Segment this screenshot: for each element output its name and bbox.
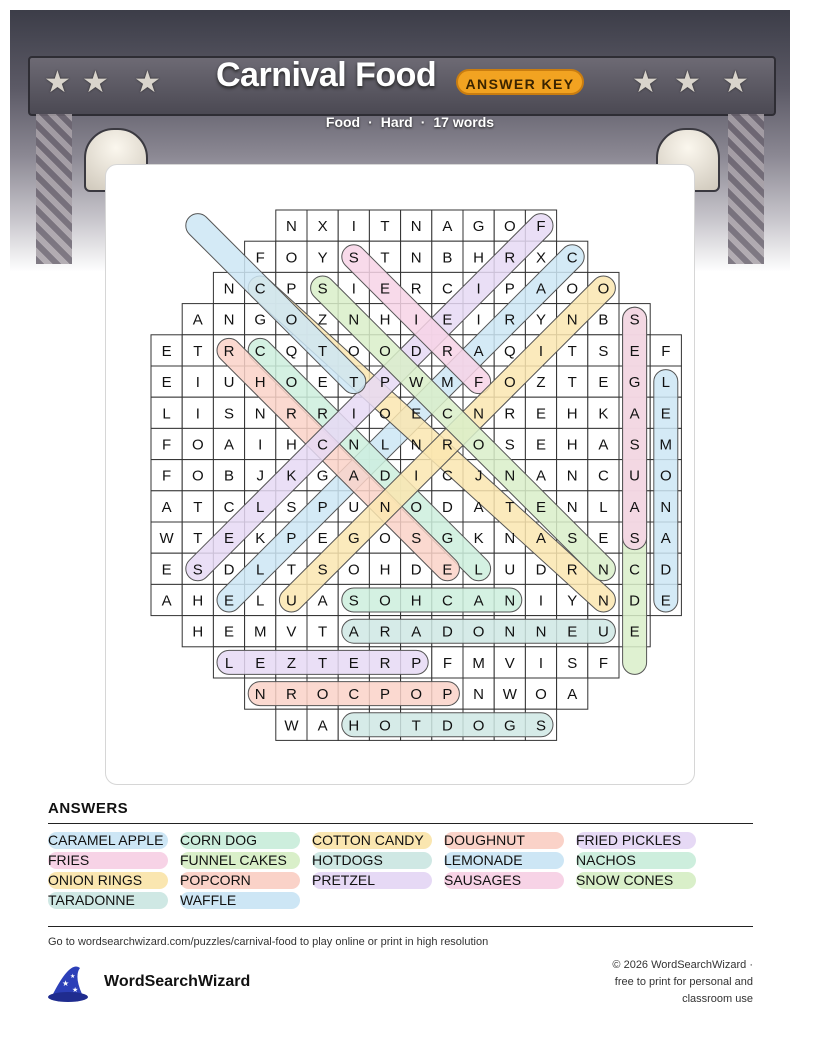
grid-letter: S	[348, 249, 359, 267]
grid-letter: I	[414, 467, 419, 485]
grid-letter: F	[442, 654, 452, 672]
grid-letter: O	[597, 280, 610, 298]
grid-letter: D	[535, 561, 547, 579]
grid-letter: T	[380, 218, 390, 236]
grid-letter: L	[661, 374, 670, 392]
grid-letter: A	[161, 498, 172, 516]
grid-letter: P	[379, 374, 391, 392]
answer-item: CORN DOG	[180, 832, 300, 849]
grid-letter: L	[256, 498, 265, 516]
grid-letter: N	[473, 686, 485, 704]
meta-separator: ·	[368, 114, 373, 130]
grid-letter: G	[254, 311, 267, 329]
grid-letter: H	[285, 436, 297, 454]
grid-letter: C	[441, 280, 453, 298]
grid-letter: O	[503, 218, 516, 236]
grid-letter: F	[598, 654, 608, 672]
grid-letter: O	[316, 686, 329, 704]
word-highlight	[342, 588, 522, 612]
svg-text:★: ★	[62, 979, 70, 988]
grid-letter: G	[628, 374, 641, 392]
grid-letter: C	[348, 686, 360, 704]
grid-letter: L	[162, 405, 171, 423]
grid-letter: C	[629, 561, 641, 579]
grid-letter: A	[535, 467, 547, 485]
grid-letter: R	[410, 280, 422, 298]
star-icon: ★	[82, 66, 109, 99]
grid-letter: C	[223, 498, 235, 516]
grid-letter: N	[597, 592, 609, 610]
grid-letter: H	[379, 561, 391, 579]
grid-letter: L	[474, 561, 483, 579]
grid-letter: U	[285, 592, 297, 610]
grid-letter: Z	[286, 654, 296, 672]
grid-letter: F	[162, 436, 172, 454]
grid-letter: E	[535, 498, 547, 516]
divider	[48, 823, 753, 824]
grid-letter: F	[255, 249, 265, 267]
grid-letter: S	[411, 530, 422, 548]
striped-pillar	[36, 114, 72, 264]
grid-letter: O	[379, 717, 391, 735]
answer-item: COTTON CANDY	[312, 832, 432, 849]
grid-letter: D	[223, 561, 235, 579]
grid-letter: S	[535, 717, 547, 735]
grid-letter: A	[411, 623, 422, 641]
grid-letter: E	[317, 530, 328, 548]
grid-letter: E	[223, 592, 235, 610]
grid-letter: P	[411, 654, 422, 672]
grid-letter: O	[472, 623, 485, 641]
grid-letter: J	[256, 467, 264, 485]
grid-letter: D	[441, 623, 453, 641]
grid-letter: N	[223, 280, 235, 298]
grid-letter: N	[504, 467, 516, 485]
grid-letter: Y	[317, 249, 328, 267]
grid-letter: M	[441, 374, 454, 392]
grid-letter: M	[472, 654, 485, 672]
grid-letter: N	[566, 498, 578, 516]
grid-letter: L	[224, 654, 234, 672]
grid-letter: E	[535, 436, 547, 454]
grid-letter: C	[441, 405, 453, 423]
page-title: Carnival Food	[216, 56, 437, 94]
grid-letter: A	[348, 467, 359, 485]
grid-letter: C	[441, 467, 453, 485]
grid-letter: S	[317, 561, 328, 579]
grid-letter: Y	[567, 592, 578, 610]
grid-letter: W	[284, 717, 299, 735]
grid-letter: S	[192, 561, 203, 579]
grid-letter: O	[347, 342, 360, 360]
grid-letter: D	[379, 467, 391, 485]
grid-letter: H	[254, 374, 266, 392]
answer-item: LEMONADE	[444, 852, 564, 869]
answer-item: NACHOS	[576, 852, 696, 869]
grid-letter: A	[473, 342, 484, 360]
difficulty-label: Hard	[380, 114, 413, 130]
answer-item: HOTDOGS	[312, 852, 432, 869]
wizard-hat-icon	[46, 964, 94, 1004]
answer-item: DOUGHNUT	[444, 832, 564, 849]
grid-letter: S	[286, 498, 297, 516]
grid-letter: R	[441, 342, 453, 360]
grid-letter: K	[473, 530, 484, 548]
grid-letter: C	[566, 249, 578, 267]
grid-letter: T	[380, 249, 390, 267]
grid-letter: E	[255, 654, 266, 672]
grid-letter: N	[254, 405, 266, 423]
grid-letter: W	[409, 374, 424, 392]
grid-letter: E	[535, 405, 547, 423]
grid-letter: Y	[535, 311, 547, 329]
grid-letter: A	[629, 405, 640, 423]
grid-letter: E	[598, 374, 609, 392]
grid-letter: I	[538, 342, 544, 360]
grid-letter: G	[316, 467, 329, 485]
grid-letter: A	[473, 498, 484, 516]
grid-letter: E	[223, 623, 235, 641]
grid-letter: I	[258, 436, 263, 454]
star-icon: ★	[674, 66, 701, 99]
grid-letter: R	[504, 405, 516, 423]
copyright-line: classroom use	[682, 993, 753, 1005]
grid-letter: O	[379, 592, 391, 610]
grid-letter: P	[317, 498, 328, 516]
grid-letter: C	[597, 467, 609, 485]
grid-letter: O	[535, 686, 547, 704]
grid-letter: X	[317, 218, 328, 236]
grid-letter: Z	[536, 374, 546, 392]
answer-item: PRETZEL	[312, 872, 432, 889]
grid-letter: W	[502, 686, 517, 704]
grid-letter: U	[597, 623, 609, 641]
grid-letter: Q	[285, 342, 298, 360]
grid-letter: O	[285, 249, 298, 267]
grid-letter: E	[629, 342, 640, 360]
grid-letter: D	[660, 561, 672, 579]
star-icon: ★	[134, 66, 161, 99]
grid-letter: H	[348, 717, 360, 735]
grid-letter: N	[410, 436, 422, 454]
grid-letter: U	[629, 467, 641, 485]
grid-letter: L	[256, 561, 265, 579]
grid-letter: A	[473, 592, 484, 610]
grid-letter: I	[195, 374, 200, 392]
grid-letter: D	[441, 717, 453, 735]
grid-letter: L	[256, 592, 265, 610]
grid-letter: R	[379, 654, 391, 672]
grid-letter: O	[347, 561, 360, 579]
grid-letter: T	[505, 498, 515, 516]
grid-letter: A	[567, 686, 578, 704]
grid-letter: T	[567, 342, 577, 360]
grid-letter: T	[286, 561, 296, 579]
grid-letter: E	[442, 311, 453, 329]
grid-letter: E	[629, 623, 640, 641]
word-search-grid	[106, 165, 696, 786]
grid-letter: S	[567, 654, 578, 672]
grid-letter: O	[379, 342, 391, 360]
grid-letter: H	[379, 311, 391, 329]
grid-letter: E	[598, 530, 609, 548]
grid-letter: D	[410, 342, 422, 360]
grid-letter: N	[566, 311, 578, 329]
grid-letter: T	[349, 374, 359, 392]
grid-letter: R	[285, 686, 297, 704]
grid-letter: S	[629, 530, 640, 548]
grid-letter: R	[441, 436, 453, 454]
grid-letter: M	[659, 436, 673, 454]
answer-item: TARADONNE	[48, 892, 168, 909]
grid-letter: H	[410, 592, 422, 610]
puzzle-card	[105, 164, 695, 785]
answer-item: FRIED PICKLES	[576, 832, 696, 849]
grid-letter: A	[192, 311, 203, 329]
grid-letter: I	[476, 280, 481, 298]
grid-letter: G	[503, 717, 516, 735]
grid-letter: T	[411, 717, 421, 735]
grid-letter: S	[567, 530, 578, 548]
grid-letter: A	[442, 218, 453, 236]
brand-name: WordSearchWizard	[104, 973, 251, 990]
category-label: Food	[325, 114, 361, 130]
grid-letter: N	[223, 311, 235, 329]
grid-letter: S	[348, 592, 359, 610]
grid-letter: P	[286, 530, 297, 548]
answer-item: POPCORN	[180, 872, 300, 889]
grid-letter: T	[318, 342, 328, 360]
grid-letter: A	[629, 498, 640, 516]
answer-key-badge: ANSWER KEY	[456, 69, 584, 95]
grid-letter: F	[162, 467, 172, 485]
answers-heading: ANSWERS	[48, 800, 129, 817]
grid-letter: C	[317, 436, 329, 454]
grid-letter: O	[410, 686, 423, 704]
grid-letter: O	[566, 280, 579, 298]
grid-letter: S	[223, 405, 235, 423]
grid-letter: Q	[503, 342, 516, 360]
answer-item: FUNNEL CAKES	[180, 852, 300, 869]
grid-letter: K	[598, 405, 609, 423]
grid-letter: O	[410, 498, 423, 516]
grid-letter: E	[660, 405, 671, 423]
grid-letter: I	[476, 311, 481, 329]
grid-letter: N	[379, 498, 391, 516]
grid-letter: H	[192, 623, 204, 641]
grid-letter: N	[535, 623, 547, 641]
grid-letter: O	[503, 374, 516, 392]
grid-letter: D	[410, 561, 422, 579]
grid-letter: N	[348, 436, 360, 454]
grid-letter: B	[442, 249, 453, 267]
grid-letter: V	[286, 623, 297, 641]
grid-letter: R	[379, 623, 391, 641]
grid-letter: R	[285, 405, 297, 423]
grid-letter: T	[193, 498, 203, 516]
grid-letter: H	[192, 592, 204, 610]
grid-letter: A	[535, 280, 547, 298]
grid-letter: L	[599, 498, 608, 516]
grid-letter: E	[161, 561, 172, 579]
grid-letter: I	[351, 218, 356, 236]
grid-letter: L	[380, 436, 390, 454]
answer-item: WAFFLE	[180, 892, 300, 909]
grid-letter: I	[195, 405, 200, 423]
grid-letter: E	[348, 654, 359, 672]
grid-letter: O	[191, 436, 204, 454]
grid-letter: T	[318, 654, 328, 672]
grid-letter: F	[661, 342, 671, 360]
star-icon: ★	[632, 66, 659, 99]
grid-letter: V	[504, 654, 515, 672]
copyright-line: free to print for personal and	[614, 976, 753, 988]
grid-letter: R	[566, 561, 578, 579]
answer-item: ONION RINGS	[48, 872, 168, 889]
grid-letter: E	[161, 342, 172, 360]
grid-letter: G	[472, 218, 485, 236]
grid-letter: A	[223, 436, 235, 454]
grid-letter: A	[660, 530, 671, 548]
grid-letter: N	[348, 311, 360, 329]
grid-letter: K	[255, 530, 266, 548]
grid-letter: N	[285, 218, 297, 236]
grid-letter: A	[161, 592, 172, 610]
grid-letter: S	[317, 280, 328, 298]
grid-letter: A	[317, 592, 328, 610]
grid-letter: P	[504, 280, 515, 298]
grid-letter: O	[379, 405, 391, 423]
grid-letter: N	[504, 592, 516, 610]
grid-letter: T	[567, 374, 577, 392]
answer-item: SAUSAGES	[444, 872, 564, 889]
grid-letter: N	[504, 530, 516, 548]
grid-letter: S	[504, 436, 515, 454]
grid-letter: A	[348, 623, 359, 641]
answer-item: SNOW CONES	[576, 872, 696, 889]
grid-letter: R	[504, 249, 516, 267]
grid-letter: N	[566, 467, 578, 485]
grid-letter: R	[317, 405, 329, 423]
grid-letter: P	[379, 686, 391, 704]
grid-letter: P	[442, 686, 453, 704]
grid-letter: H	[473, 249, 485, 267]
divider	[48, 926, 753, 927]
grid-letter: I	[538, 592, 544, 610]
grid-letter: N	[504, 623, 516, 641]
grid-letter: G	[441, 530, 454, 548]
grid-letter: A	[535, 530, 547, 548]
grid-letter: D	[441, 498, 453, 516]
grid-letter: T	[193, 530, 203, 548]
grid-letter: A	[317, 717, 328, 735]
grid-letter: N	[597, 561, 609, 579]
grid-letter: T	[318, 623, 328, 641]
grid-letter: D	[629, 592, 641, 610]
answer-item: CARAMEL APPLE	[48, 832, 168, 849]
grid-letter: O	[659, 467, 672, 485]
grid-letter: O	[285, 374, 298, 392]
copyright-line: © 2026 WordSearchWizard ·	[612, 959, 753, 971]
grid-letter: O	[379, 530, 391, 548]
copyright-text	[553, 957, 753, 1008]
grid-letter: U	[504, 561, 516, 579]
grid-letter: N	[660, 498, 672, 516]
grid-letter: C	[254, 280, 266, 298]
puzzle-meta	[10, 114, 790, 130]
grid-letter: E	[379, 280, 391, 298]
grid-letter: F	[474, 374, 484, 392]
grid-letter: C	[441, 592, 453, 610]
grid-letter: W	[159, 530, 174, 548]
grid-letter: S	[629, 311, 640, 329]
star-icon: ★	[44, 66, 71, 99]
grid-letter: Z	[318, 311, 328, 329]
grid-letter: N	[473, 405, 485, 423]
grid-letter: E	[161, 374, 172, 392]
grid-letter: P	[286, 280, 297, 298]
answer-item: FRIES	[48, 852, 168, 869]
grid-letter: C	[254, 342, 266, 360]
footer-url-text: Go to wordsearchwizard.com/puzzles/carnival-food to play online or print in high resolution	[48, 936, 489, 948]
grid-letter: E	[567, 623, 578, 641]
svg-text:★: ★	[70, 974, 76, 980]
star-icon: ★	[722, 66, 749, 99]
grid-letter: S	[629, 436, 640, 454]
grid-letter: U	[348, 498, 360, 516]
grid-letter: H	[566, 436, 578, 454]
grid-letter: E	[317, 374, 328, 392]
grid-letter: N	[254, 686, 266, 704]
grid-letter: N	[410, 218, 422, 236]
word-count-label: 17 words	[433, 114, 495, 130]
grid-letter: R	[223, 342, 235, 360]
striped-pillar	[728, 114, 764, 264]
grid-letter: O	[472, 717, 485, 735]
grid-letter: I	[351, 280, 356, 298]
grid-letter: F	[536, 218, 546, 236]
grid-letter: J	[474, 467, 483, 485]
grid-letter: E	[660, 592, 671, 610]
grid-letter: B	[598, 311, 609, 329]
svg-text:★: ★	[72, 987, 79, 994]
grid-letter: G	[347, 530, 360, 548]
grid-letter: U	[223, 374, 235, 392]
grid-letter: S	[598, 342, 609, 360]
grid-letter: I	[414, 311, 419, 329]
grid-letter: E	[442, 561, 453, 579]
grid-letter: E	[411, 405, 422, 423]
grid-letter: E	[223, 530, 235, 548]
grid-letter: K	[286, 467, 297, 485]
grid-letter: T	[193, 342, 203, 360]
meta-separator: ·	[420, 114, 426, 130]
grid-letter: O	[191, 467, 204, 485]
grid-letter: X	[535, 249, 547, 267]
grid-letter: B	[223, 467, 235, 485]
grid-letter: O	[285, 311, 298, 329]
grid-letter: A	[598, 436, 609, 454]
grid-letter: N	[410, 249, 422, 267]
grid-letter: R	[504, 311, 516, 329]
grid-letter: I	[351, 405, 356, 423]
grid-letter: I	[538, 654, 544, 672]
grid-letter: O	[472, 436, 485, 454]
grid-letter: H	[566, 405, 578, 423]
grid-letter: M	[253, 623, 267, 641]
